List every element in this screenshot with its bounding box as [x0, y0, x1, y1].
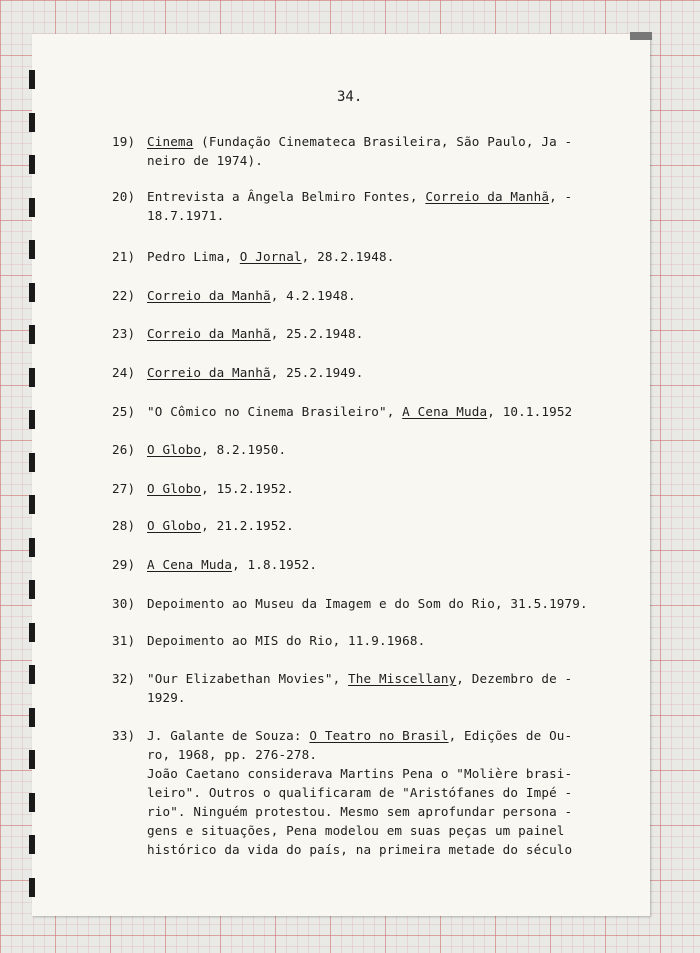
binding-mark: [29, 453, 35, 472]
footnote-text: J. Galante de Souza:: [147, 728, 310, 743]
footnote-text: Pedro Lima,: [147, 249, 240, 264]
publication-title: Correio da Manhã: [147, 288, 271, 303]
footnote: [112, 555, 592, 574]
footnote-number: 29): [112, 557, 136, 572]
binding-mark: [29, 155, 35, 174]
binding-mark: [29, 708, 35, 727]
footnote-text: , 25.2.1948.: [270, 326, 364, 341]
paragraph-line: João Caetano considerava Martins Pena o "Molière brasi-: [147, 766, 573, 781]
footnote-text: , 10.1.1952: [487, 404, 573, 419]
page-number: 34.: [337, 89, 363, 105]
footnote-continuation: 18.7.1971.: [147, 208, 225, 223]
publication-title: A Cena Muda: [402, 404, 488, 419]
footnote-text: , 4.2.1948.: [270, 288, 356, 303]
publication-title: O Teatro no Brasil: [309, 728, 449, 743]
footnote-line: [112, 363, 592, 382]
footnote-text: , Edições de Ou-: [448, 728, 573, 743]
footnote: [112, 631, 592, 650]
publication-title: O Globo: [147, 518, 202, 533]
binding-mark: [29, 240, 35, 259]
footnote-text: "O Cômico no Cinema Brasileiro",: [147, 404, 403, 419]
footnote: [112, 363, 592, 382]
publication-title: A Cena Muda: [147, 557, 233, 572]
footnote: [112, 516, 592, 535]
footnote-line: [112, 669, 592, 688]
footnote: [112, 187, 592, 225]
footnote: [112, 247, 592, 266]
binding-mark: [29, 325, 35, 344]
footnote-text: , 25.2.1949.: [270, 365, 364, 380]
footnote-number: 30): [112, 596, 136, 611]
footnote: [112, 440, 592, 459]
binding-mark: [29, 623, 35, 642]
footnote-text: "Our Elizabethan Movies",: [147, 671, 349, 686]
footnote: [112, 402, 612, 421]
footnote-continuation: neiro de 1974).: [147, 153, 263, 168]
paragraph-line: histórico da vida do país, na primeira metade do século: [147, 842, 573, 857]
footnote-text: Depoimento ao Museu da Imagem e do Som do Rio, 31.5.1979.: [147, 596, 588, 611]
footnote-number: 24): [112, 365, 136, 380]
footnote-text: , 21.2.1952.: [201, 518, 294, 533]
binding-mark: [29, 495, 35, 514]
footnote-line: [112, 516, 592, 535]
binding-mark: [29, 750, 35, 769]
binding-mark: [29, 793, 35, 812]
footnote-line: [112, 479, 592, 498]
page-corner-mark: [630, 32, 652, 40]
footnote-number: 33): [112, 728, 136, 743]
footnote-line: [112, 286, 592, 305]
publication-title: The Miscellany: [348, 671, 457, 686]
footnote: [112, 286, 592, 305]
publication-title: O Globo: [147, 481, 202, 496]
document-page: [32, 34, 650, 916]
footnote-number: 25): [112, 404, 136, 419]
footnote-text: , -: [549, 189, 573, 204]
footnote-line: [112, 187, 592, 206]
binding-mark: [29, 580, 35, 599]
binding-mark: [29, 283, 35, 302]
footnote-continuation: ro, 1968, pp. 276-278.: [147, 747, 318, 762]
footnote-line: [112, 440, 592, 459]
footnote-number: 31): [112, 633, 136, 648]
binding-mark: [29, 538, 35, 557]
footnote: [112, 594, 612, 613]
footnote: [112, 669, 592, 707]
binding-mark: [29, 878, 35, 897]
footnote-text: , Dezembro de -: [456, 671, 573, 686]
publication-title: Correio da Manhã: [147, 326, 271, 341]
footnote-text: , 15.2.1952.: [201, 481, 294, 496]
paragraph-line: leiro". Outros o qualificaram de "Aristófanes do Impé -: [147, 785, 573, 800]
paragraph-line: gens e situações, Pena modelou em suas peças um painel: [147, 823, 565, 838]
binding-mark: [29, 665, 35, 684]
binding-mark: [29, 410, 35, 429]
publication-title: Correio da Manhã: [147, 365, 271, 380]
footnote: [112, 324, 592, 343]
paragraph-line: rio". Ninguém protestou. Mesmo sem aprofundar persona -: [147, 804, 573, 819]
footnote-number: 32): [112, 671, 136, 686]
footnote-text: , 28.2.1948.: [301, 249, 395, 264]
footnote-line: [112, 247, 592, 266]
binding-mark: [29, 113, 35, 132]
footnote: [112, 726, 592, 859]
footnote-text: Entrevista a Ângela Belmiro Fontes,: [147, 189, 426, 204]
footnote-line: [112, 726, 592, 745]
footnote-line: [112, 402, 612, 421]
footnote-number: 21): [112, 249, 136, 264]
footnote-number: 20): [112, 189, 136, 204]
footnote-text: (Fundação Cinemateca Brasileira, São Paulo, Ja -: [193, 134, 573, 149]
binding-mark: [29, 198, 35, 217]
footnote-line: [112, 555, 592, 574]
footnote-number: 26): [112, 442, 136, 457]
footnote-continuation: 1929.: [147, 690, 186, 705]
binding-mark: [29, 70, 35, 89]
footnote-number: 23): [112, 326, 136, 341]
footnote-line: [112, 594, 612, 613]
footnote-text: , 1.8.1952.: [232, 557, 318, 572]
footnote-number: 22): [112, 288, 136, 303]
publication-title: Correio da Manhã: [425, 189, 550, 204]
footnote-line: [112, 631, 592, 650]
footnote-number: 19): [112, 134, 136, 149]
publication-title: Cinema: [147, 134, 194, 149]
binding-mark: [29, 368, 35, 387]
footnote-text: Depoimento ao MIS do Rio, 11.9.1968.: [147, 633, 426, 648]
footnote-number: 27): [112, 481, 136, 496]
footnote-line: [112, 324, 592, 343]
publication-title: O Globo: [147, 442, 202, 457]
footnote: [112, 132, 592, 170]
footnote-text: , 8.2.1950.: [201, 442, 287, 457]
footnote-number: 28): [112, 518, 136, 533]
binding-mark: [29, 835, 35, 854]
publication-title: O Jornal: [239, 249, 302, 264]
footnote-line: [112, 132, 592, 151]
footnote: [112, 479, 592, 498]
